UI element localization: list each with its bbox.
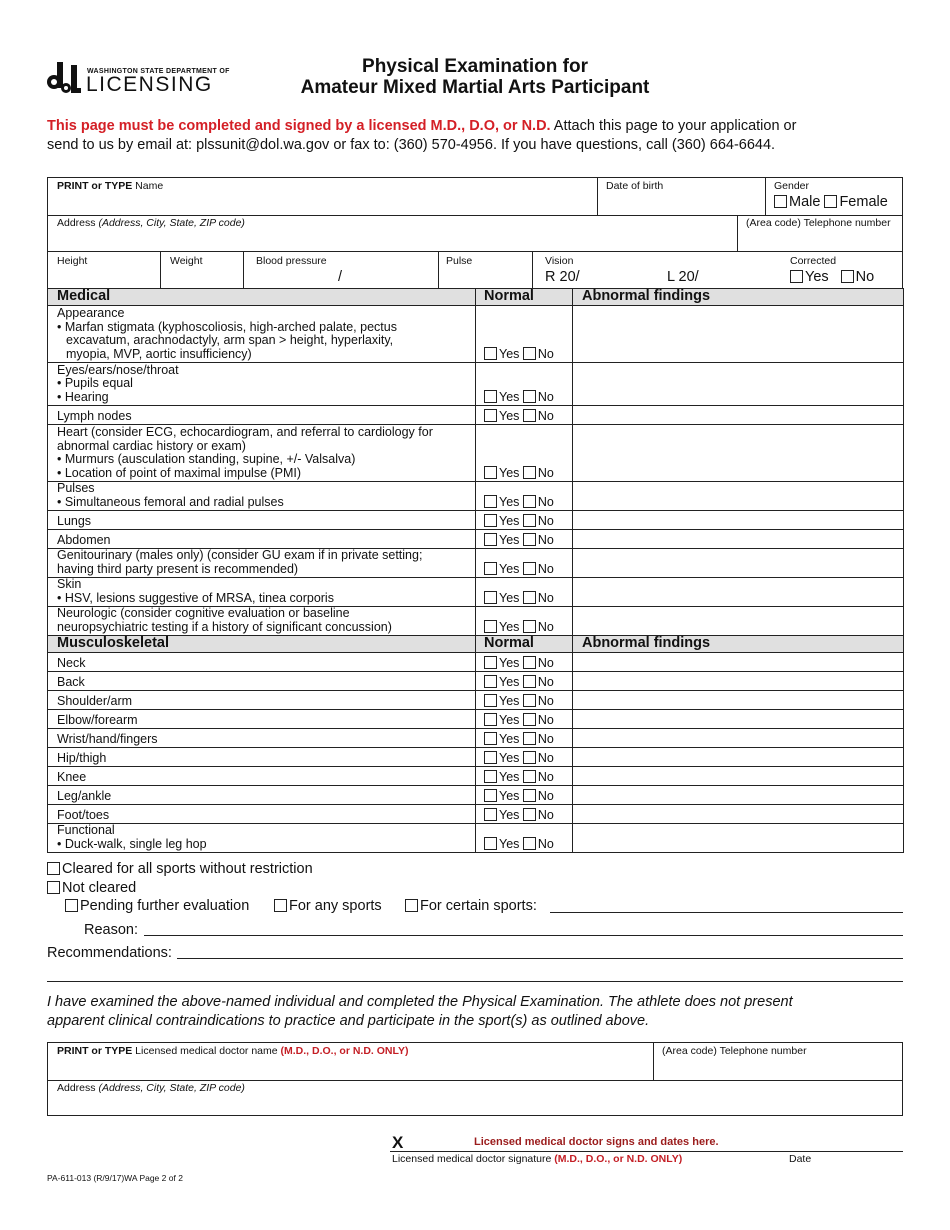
medical-item-line: Eyes/ears/nose/throat [57, 362, 179, 377]
normal-yes-label: Yes [499, 590, 520, 605]
musculoskeletal-item [48, 767, 476, 786]
table-row [48, 767, 904, 786]
medical-item-line: Genitourinary (males only) (consider GU exam if in private setting; [57, 548, 423, 562]
table-row [48, 710, 904, 729]
medical-item [48, 607, 476, 636]
table-row [48, 511, 904, 530]
normal-yes-label: Yes [499, 655, 520, 670]
normal-yes-label: Yes [499, 836, 520, 851]
normal-no-label: No [537, 674, 554, 689]
normal-no-checkbox[interactable] [523, 514, 536, 527]
normal-no-checkbox[interactable] [523, 466, 536, 479]
normal-no-checkbox[interactable] [523, 533, 536, 546]
normal-yes-label: Yes [499, 769, 520, 784]
address-field[interactable]: Address (Address, City, State, ZIP code) [57, 217, 245, 229]
not-cleared-option [47, 880, 136, 896]
signature-line[interactable] [390, 1151, 903, 1152]
normal-no-checkbox[interactable] [523, 591, 536, 604]
normal-yes-label: Yes [499, 619, 520, 634]
table-row [48, 549, 904, 578]
logo-main-text: LICENSING [86, 73, 213, 96]
musculoskeletal-header-abnormal: Abnormal findings [573, 636, 904, 653]
signature-x: X [392, 1133, 404, 1152]
doctor-info-box [47, 1042, 903, 1116]
normal-no-checkbox[interactable] [523, 789, 536, 802]
musculoskeletal-item [48, 653, 476, 672]
medical-item [48, 530, 476, 549]
logo-top-text: WASHINGTON STATE DEPARTMENT OF [87, 68, 230, 75]
medical-item-line: excavatum, arachnodactyly, arm span > height, hyperlaxity, [66, 333, 394, 347]
normal-no-checkbox[interactable] [523, 694, 536, 707]
normal-no-checkbox[interactable] [523, 751, 536, 764]
normal-yes-checkbox[interactable] [484, 409, 497, 422]
medical-item-line: neuropsychiatric testing if a history of significant concussion) [57, 619, 392, 634]
medical-item-line: • Marfan stigmata (kyphoscoliosis, high-arched palate, pectus [57, 319, 397, 334]
medical-abnormal-findings-cell[interactable] [573, 511, 904, 530]
normal-yes-checkbox[interactable] [484, 533, 497, 546]
musculoskeletal-normal-cell [476, 805, 573, 824]
corrected-no-checkbox[interactable] [841, 270, 854, 283]
reason-label: Reason: [84, 922, 139, 938]
normal-yes-checkbox[interactable] [484, 495, 497, 508]
musculoskeletal-item-line: Functional [57, 823, 115, 837]
medical-item-line: Neurologic (consider cognitive evaluation or baseline [57, 606, 350, 620]
normal-no-label: No [537, 836, 554, 851]
medical-item-line: having third party present is recommended) [57, 561, 299, 576]
dol-logo-mark-icon [47, 62, 81, 94]
not-cleared-checkbox[interactable] [47, 881, 60, 894]
normal-no-label: No [537, 346, 554, 361]
musculoskeletal-item [48, 805, 476, 824]
normal-no-checkbox[interactable] [523, 808, 536, 821]
doctor-address-field[interactable]: Address (Address, City, State, ZIP code) [57, 1082, 245, 1094]
normal-yes-checkbox[interactable] [484, 514, 497, 527]
weight-field[interactable]: Weight [170, 255, 203, 267]
normal-no-checkbox[interactable] [523, 675, 536, 688]
normal-yes-label: Yes [499, 346, 520, 361]
signature-label: Licensed medical doctor signature (M.D., D.O., or N.D. ONLY) [392, 1153, 683, 1165]
pending-option [65, 898, 249, 914]
page-title-line1: Physical Examination for [362, 56, 588, 77]
medical-item-line: • Murmurs (ausculation standing, supine, +/- Valsalva) [57, 452, 356, 466]
signature-note: Licensed medical doctor signs and dates here. [474, 1136, 719, 1148]
musculoskeletal-normal-cell [476, 710, 573, 729]
table-row [48, 425, 904, 482]
normal-yes-label: Yes [499, 465, 520, 480]
normal-no-checkbox[interactable] [523, 656, 536, 669]
table-row [48, 578, 904, 607]
normal-yes-checkbox[interactable] [484, 591, 497, 604]
date-label: Date [789, 1153, 812, 1165]
musculoskeletal-abnormal-findings-cell[interactable] [573, 748, 904, 767]
medical-item-line: • Location of point of maximal impulse (PMI) [57, 465, 302, 480]
table-row [48, 824, 904, 853]
musculoskeletal-item [48, 748, 476, 767]
normal-yes-checkbox[interactable] [484, 732, 497, 745]
statement-line2: apparent clinical contraindications to practice and participate in the sport(s) as outlined above. [47, 1013, 650, 1029]
corrected-yes-label: Yes [805, 269, 829, 285]
musculoskeletal-abnormal-findings-cell[interactable] [573, 786, 904, 805]
female-label: Female [839, 194, 888, 210]
musculoskeletal-abnormal-findings-cell[interactable] [573, 805, 904, 824]
normal-yes-checkbox[interactable] [484, 694, 497, 707]
normal-no-label: No [537, 389, 554, 404]
musculoskeletal-abnormal-findings-cell[interactable] [573, 691, 904, 710]
medical-item-line: • Hearing [57, 389, 109, 404]
musculoskeletal-abnormal-findings-cell[interactable] [573, 824, 904, 853]
normal-yes-label: Yes [499, 693, 520, 708]
dob-field[interactable]: Date of birth [606, 180, 664, 192]
musculoskeletal-item [48, 710, 476, 729]
bp-slash: / [338, 269, 343, 285]
normal-yes-checkbox[interactable] [484, 347, 497, 360]
recommendations-line-2[interactable] [47, 981, 903, 982]
normal-no-checkbox[interactable] [523, 770, 536, 783]
table-row [48, 653, 904, 672]
phone-field[interactable]: (Area code) Telephone number [746, 217, 891, 229]
pending-label: Pending further evaluation [80, 898, 250, 914]
gender-label: Gender [774, 180, 810, 192]
normal-no-label: No [537, 712, 554, 727]
normal-no-label: No [537, 619, 554, 634]
musculoskeletal-item [48, 824, 476, 853]
normal-no-label: No [537, 655, 554, 670]
normal-no-label: No [537, 494, 554, 509]
height-field[interactable]: Height [57, 255, 88, 267]
medical-item [48, 511, 476, 530]
medical-item-line: Lungs [57, 513, 92, 528]
normal-no-label: No [537, 590, 554, 605]
normal-no-checkbox[interactable] [523, 562, 536, 575]
normal-yes-checkbox[interactable] [484, 770, 497, 783]
normal-yes-label: Yes [499, 807, 520, 822]
cleared-label: Cleared for all sports without restriction [62, 861, 313, 877]
normal-yes-checkbox[interactable] [484, 562, 497, 575]
not-cleared-label: Not cleared [62, 880, 137, 896]
medical-normal-cell [476, 511, 573, 530]
table-row [48, 672, 904, 691]
normal-yes-checkbox[interactable] [484, 713, 497, 726]
blood-pressure-field[interactable]: Blood pressure [256, 255, 327, 267]
table-row [48, 691, 904, 710]
table-row [48, 786, 904, 805]
medical-abnormal-findings-cell[interactable] [573, 578, 904, 607]
normal-yes-label: Yes [499, 513, 520, 528]
normal-no-checkbox[interactable] [523, 409, 536, 422]
medical-item [48, 363, 476, 406]
normal-no-label: No [537, 769, 554, 784]
normal-yes-label: Yes [499, 731, 520, 746]
medical-header-header: Medical [48, 289, 476, 306]
corrected-no-label: No [855, 269, 875, 285]
table-row [48, 748, 904, 767]
normal-yes-checkbox[interactable] [484, 789, 497, 802]
musculoskeletal-normal-cell [476, 729, 573, 748]
corrected-yes-checkbox[interactable] [790, 270, 803, 283]
reason-line[interactable] [144, 935, 903, 936]
intro-line2: send to us by email at: plssunit@dol.wa.gov or fax to: (360) 570-4956. If you have questions, call (360) 664-6644. [47, 137, 776, 153]
musculoskeletal-item [48, 729, 476, 748]
any-sports-option [274, 898, 382, 914]
medical-item-line: Pulses [57, 481, 95, 495]
certain-sports-line[interactable] [550, 912, 903, 913]
musculoskeletal-item-line: • Duck-walk, single leg hop [57, 836, 207, 851]
normal-no-label: No [537, 532, 554, 547]
normal-no-label: No [537, 750, 554, 765]
medical-header-row [48, 289, 904, 306]
medical-abnormal-findings-cell[interactable] [573, 530, 904, 549]
musculoskeletal-normal-cell [476, 672, 573, 691]
normal-yes-checkbox[interactable] [484, 675, 497, 688]
normal-no-checkbox[interactable] [523, 620, 536, 633]
musculoskeletal-normal-cell [476, 748, 573, 767]
table-row [48, 482, 904, 511]
normal-no-label: No [537, 513, 554, 528]
gender-options [774, 194, 888, 210]
dol-logo [47, 62, 230, 96]
medical-abnormal-findings-cell[interactable] [573, 482, 904, 511]
medical-abnormal-findings-cell[interactable] [573, 425, 904, 482]
normal-yes-label: Yes [499, 408, 520, 423]
table-row [48, 406, 904, 425]
musculoskeletal-normal-cell [476, 653, 573, 672]
table-row [48, 306, 904, 363]
statement-line1: I have examined the above-named individual and completed the Physical Examination. The athlete does not present [47, 994, 793, 1010]
normal-yes-checkbox[interactable] [484, 620, 497, 633]
pulse-field[interactable]: Pulse [446, 255, 473, 267]
musculoskeletal-item [48, 786, 476, 805]
table-row [48, 530, 904, 549]
medical-item [48, 482, 476, 511]
musculoskeletal-item-line: Hip/thigh [57, 750, 107, 765]
medical-item-line: abnormal cardiac history or exam) [57, 438, 246, 453]
medical-item-line: myopia, MVP, aortic insufficiency) [66, 346, 252, 361]
medical-abnormal-findings-cell[interactable] [573, 306, 904, 363]
certain-sports-label: For certain sports: [420, 898, 537, 914]
intro-line1 [47, 117, 917, 136]
certification-statement [47, 993, 917, 1031]
recommendations-label: Recommendations: [47, 945, 172, 961]
musculoskeletal-item-line: Neck [57, 655, 86, 670]
normal-yes-checkbox[interactable] [484, 390, 497, 403]
male-label: Male [789, 194, 821, 210]
musculoskeletal-item-line: Wrist/hand/fingers [57, 731, 158, 746]
normal-no-checkbox[interactable] [523, 732, 536, 745]
medical-item-line: Lymph nodes [57, 408, 132, 423]
table-row [48, 363, 904, 406]
medical-normal-cell [476, 549, 573, 578]
certain-sports-option [405, 898, 537, 914]
vision-left-field[interactable]: L 20/ [667, 269, 699, 285]
normal-no-label: No [537, 788, 554, 803]
musculoskeletal-item [48, 672, 476, 691]
medical-item-line: • HSV, lesions suggestive of MRSA, tinea corporis [57, 590, 334, 605]
medical-normal-cell [476, 482, 573, 511]
normal-no-checkbox[interactable] [523, 347, 536, 360]
cleared-option [47, 861, 313, 877]
musculoskeletal-normal-cell [476, 824, 573, 853]
medical-item [48, 406, 476, 425]
medical-header-normal: Normal [476, 289, 573, 306]
corrected-options [790, 269, 874, 285]
normal-yes-checkbox[interactable] [484, 837, 497, 850]
medical-normal-cell [476, 306, 573, 363]
normal-yes-checkbox[interactable] [484, 751, 497, 764]
medical-item-line: Heart (consider ECG, echocardiogram, and referral to cardiology for [57, 425, 433, 439]
medical-header-abnormal: Abnormal findings [573, 289, 904, 306]
certain-sports-checkbox[interactable] [405, 899, 418, 912]
musculoskeletal-item-line: Leg/ankle [57, 788, 112, 803]
any-sports-checkbox[interactable] [274, 899, 287, 912]
musculoskeletal-item-line: Back [57, 674, 85, 689]
musculoskeletal-item [48, 691, 476, 710]
medical-item [48, 578, 476, 607]
musculoskeletal-header-row [48, 636, 904, 653]
medical-item-line: Skin [57, 577, 82, 591]
medical-item-line: • Pupils equal [57, 376, 133, 390]
female-checkbox[interactable] [824, 195, 837, 208]
musculoskeletal-item-line: Knee [57, 769, 87, 784]
normal-yes-label: Yes [499, 494, 520, 509]
normal-yes-label: Yes [499, 561, 520, 576]
corrected-label: Corrected [790, 255, 837, 267]
normal-no-label: No [537, 408, 554, 423]
medical-item-line: • Simultaneous femoral and radial pulses [57, 494, 284, 509]
musculoskeletal-abnormal-findings-cell[interactable] [573, 672, 904, 691]
normal-no-checkbox[interactable] [523, 495, 536, 508]
normal-no-label: No [537, 561, 554, 576]
table-row [48, 607, 904, 636]
medical-normal-cell [476, 363, 573, 406]
normal-yes-label: Yes [499, 674, 520, 689]
normal-no-label: No [537, 731, 554, 746]
medical-normal-cell [476, 530, 573, 549]
medical-abnormal-findings-cell[interactable] [573, 363, 904, 406]
normal-no-label: No [537, 465, 554, 480]
normal-yes-checkbox[interactable] [484, 466, 497, 479]
intro-attach: Attach this page to your application or [550, 118, 797, 134]
normal-no-label: No [537, 693, 554, 708]
medical-normal-cell [476, 406, 573, 425]
musculoskeletal-normal-cell [476, 691, 573, 710]
normal-yes-checkbox[interactable] [484, 656, 497, 669]
musculoskeletal-abnormal-findings-cell[interactable] [573, 767, 904, 786]
doctor-phone-field[interactable]: (Area code) Telephone number [662, 1045, 807, 1057]
musculoskeletal-abnormal-findings-cell[interactable] [573, 710, 904, 729]
normal-yes-label: Yes [499, 788, 520, 803]
exam-table [47, 288, 904, 853]
normal-no-label: No [537, 807, 554, 822]
medical-item [48, 425, 476, 482]
page-title-line2: Amateur Mixed Martial Arts Participant [300, 77, 650, 98]
medical-item [48, 549, 476, 578]
normal-no-checkbox[interactable] [523, 390, 536, 403]
medical-normal-cell [476, 578, 573, 607]
musculoskeletal-abnormal-findings-cell[interactable] [573, 653, 904, 672]
medical-normal-cell [476, 425, 573, 482]
medical-normal-cell [476, 607, 573, 636]
normal-yes-label: Yes [499, 389, 520, 404]
musculoskeletal-item-line: Elbow/forearm [57, 712, 138, 727]
musculoskeletal-normal-cell [476, 767, 573, 786]
normal-no-checkbox[interactable] [523, 713, 536, 726]
applicant-info-box [47, 177, 903, 289]
vision-right-field[interactable]: R 20/ [545, 269, 580, 285]
musculoskeletal-header-normal: Normal [476, 636, 573, 653]
medical-abnormal-findings-cell[interactable] [573, 549, 904, 578]
normal-yes-label: Yes [499, 712, 520, 727]
medical-item [48, 306, 476, 363]
form-footer: PA-611-013 (R/9/17)WA Page 2 of 2 [47, 1173, 183, 1183]
vision-label: Vision [545, 255, 574, 267]
musculoskeletal-abnormal-findings-cell[interactable] [573, 729, 904, 748]
medical-abnormal-findings-cell[interactable] [573, 406, 904, 425]
normal-no-checkbox[interactable] [523, 837, 536, 850]
normal-yes-label: Yes [499, 532, 520, 547]
musculoskeletal-normal-cell [476, 786, 573, 805]
table-row [48, 729, 904, 748]
recommendations-line[interactable] [177, 958, 903, 959]
intro-warning: This page must be completed and signed by a licensed M.D., D.O, or N.D. [47, 118, 551, 134]
medical-item-line: Appearance [57, 306, 125, 320]
pending-checkbox[interactable] [65, 899, 78, 912]
musculoskeletal-item-line: Foot/toes [57, 807, 110, 822]
male-checkbox[interactable] [774, 195, 787, 208]
medical-item-line: Abdomen [57, 532, 111, 547]
musculoskeletal-header-header: Musculoskeletal [48, 636, 476, 653]
medical-abnormal-findings-cell[interactable] [573, 607, 904, 636]
table-row [48, 805, 904, 824]
normal-yes-checkbox[interactable] [484, 808, 497, 821]
musculoskeletal-item-line: Shoulder/arm [57, 693, 133, 708]
doctor-name-field[interactable]: PRINT or TYPE Licensed medical doctor name (M.D., D.O., or N.D. ONLY) [57, 1045, 409, 1057]
cleared-checkbox[interactable] [47, 862, 60, 875]
normal-yes-label: Yes [499, 750, 520, 765]
name-field[interactable]: PRINT or TYPE Name [57, 180, 164, 192]
any-sports-label: For any sports [289, 898, 382, 914]
